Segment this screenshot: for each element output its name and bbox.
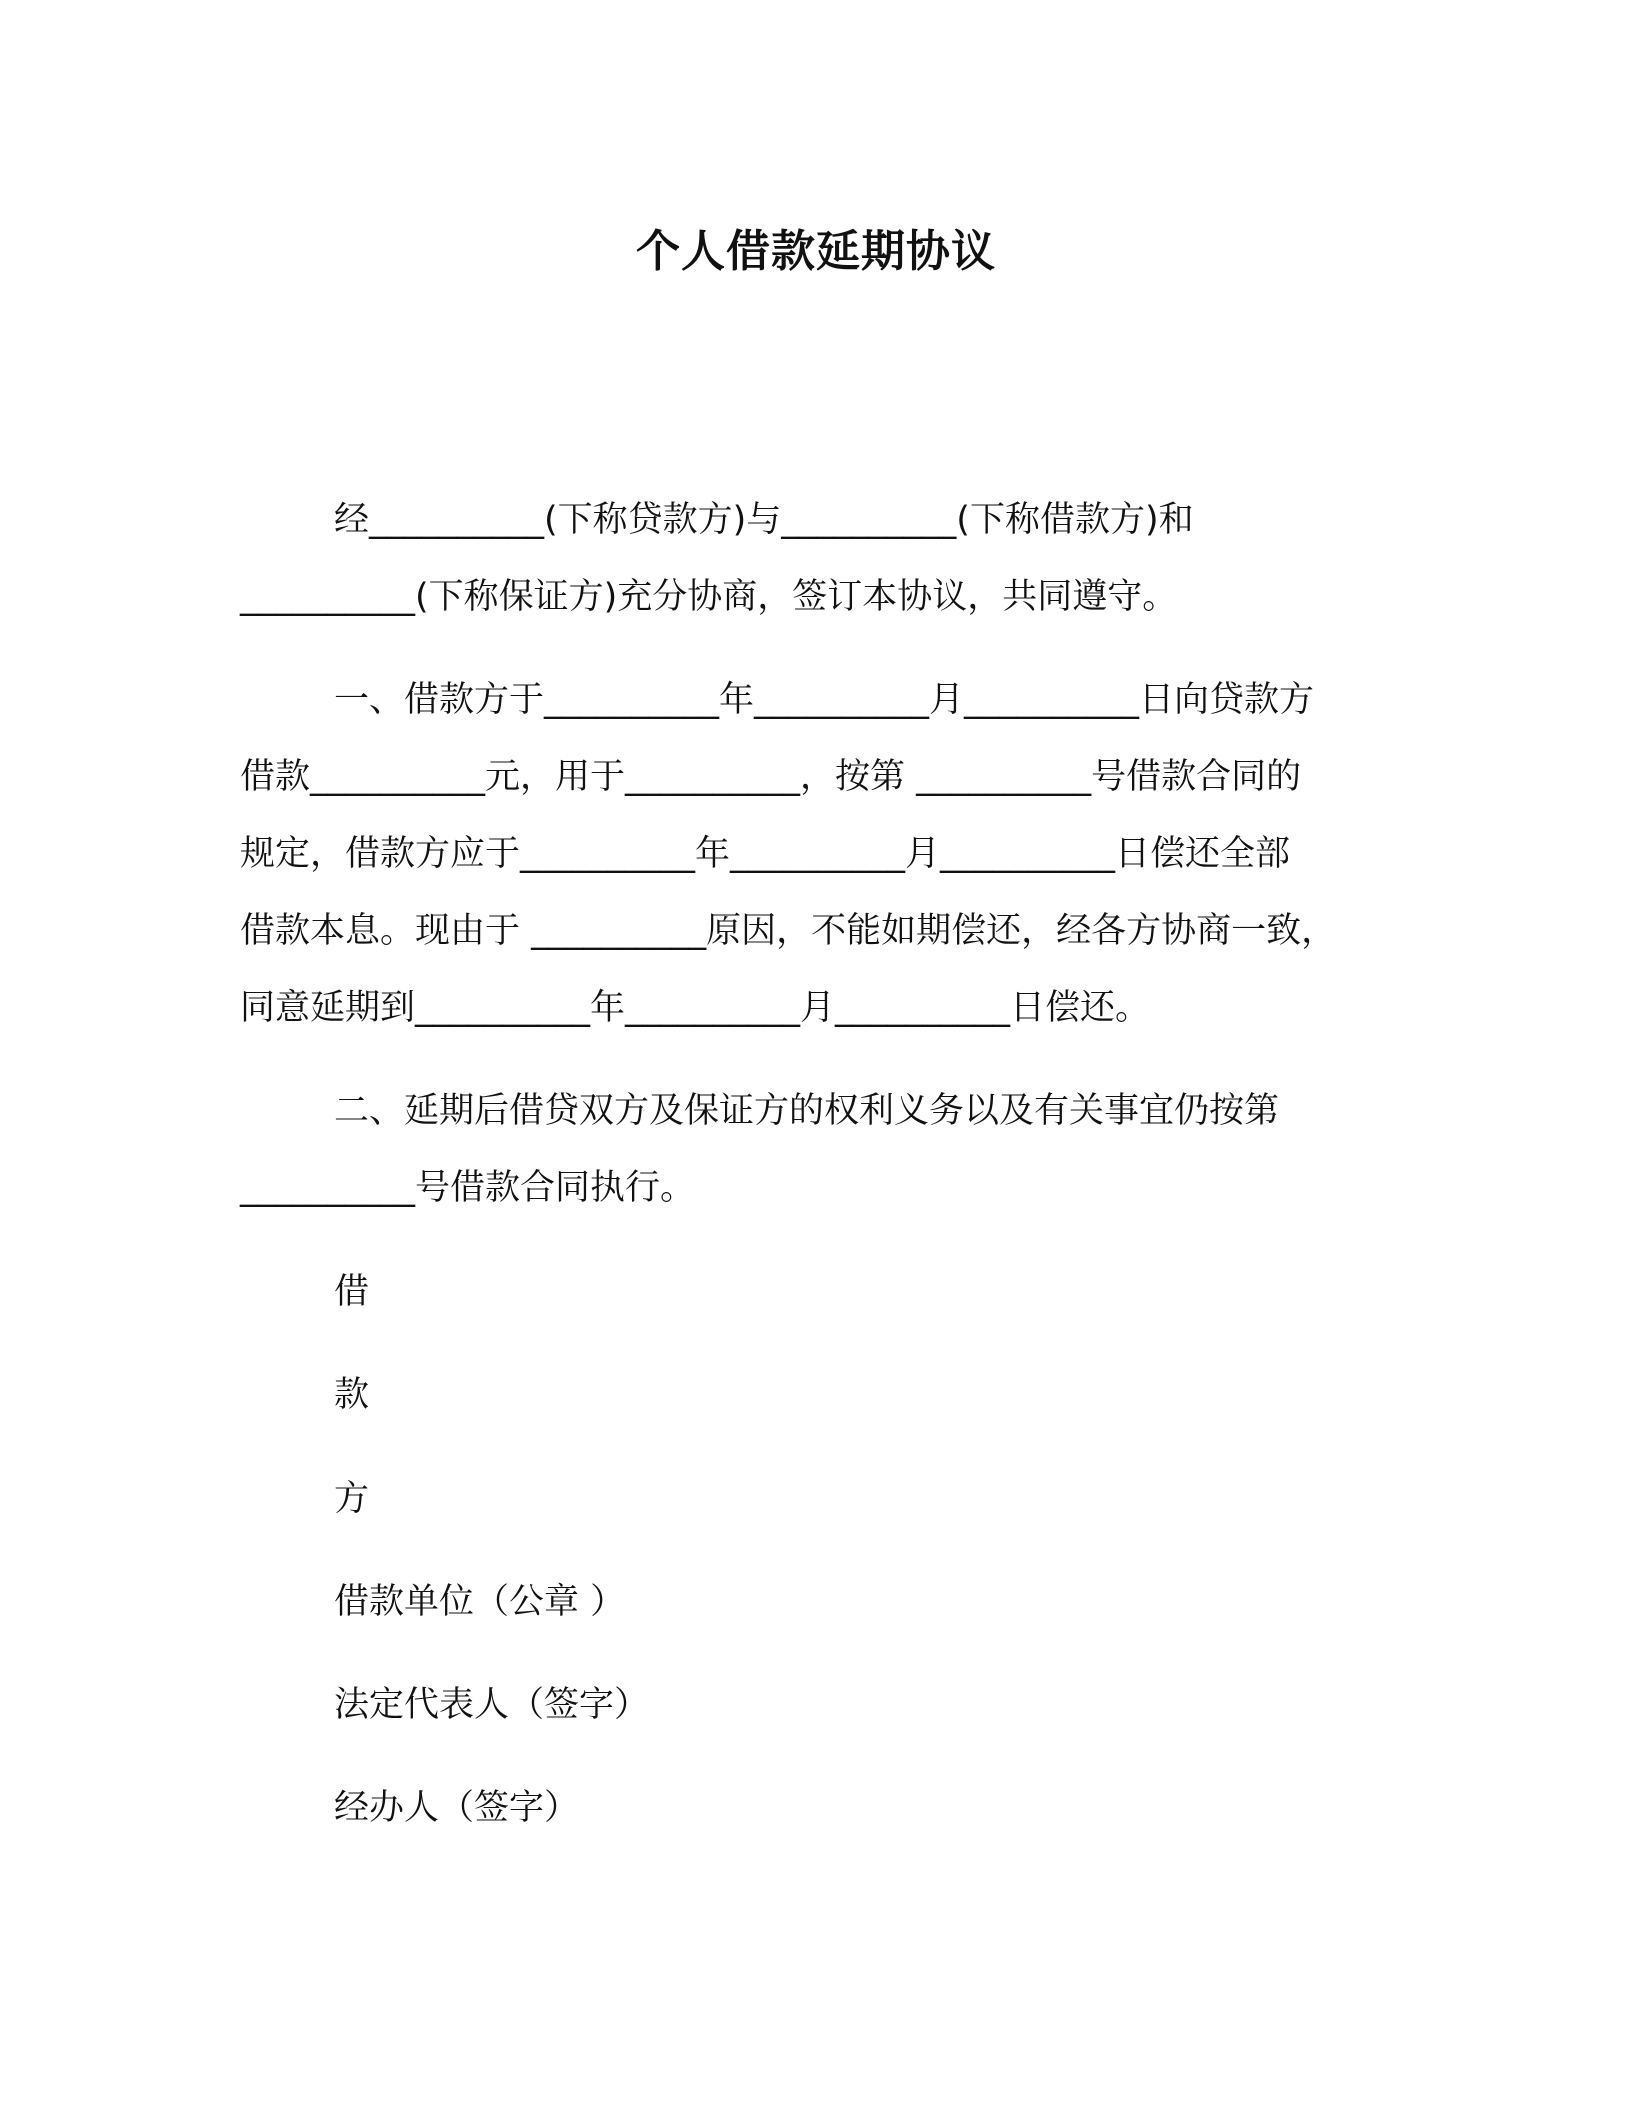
clause1-line-3: 规定，借款方应于__________年__________月__________日偿还全部 <box>240 834 1291 874</box>
signature-handler: 经办人（签字） <box>334 1788 580 1828</box>
clause1-line-2: 借款__________元，用于__________，按第 __________号借款合同的 <box>240 757 1302 797</box>
signature-party-char-2: 款 <box>334 1375 370 1415</box>
clause1-line-4: 借款本息。现由于 __________原因，不能如期偿还，经各方协商一致， <box>240 911 1337 951</box>
clause2-line-1: 二、延期后借贷双方及保证方的权利义务以及有关事宜仍按第 <box>334 1091 1280 1131</box>
signature-party-char-3: 方 <box>334 1479 370 1519</box>
clause2-line-2: __________号借款合同执行。 <box>240 1168 696 1208</box>
signature-legal-rep: 法定代表人（签字） <box>334 1685 650 1725</box>
clause1-line-5: 同意延期到__________年__________月__________日偿还。 <box>240 988 1151 1028</box>
clause1-line-1: 一、借款方于__________年__________月__________日向贷款方 <box>334 680 1315 720</box>
intro-line-2: __________(下称保证方)充分协商，签订本协议，共同遵守。 <box>240 577 1178 617</box>
intro-line-1: 经__________(下称贷款方)与__________(下称借款方)和 <box>334 500 1194 540</box>
signature-unit-seal: 借款单位（公章 ） <box>334 1582 626 1622</box>
signature-party-char-1: 借 <box>334 1272 370 1312</box>
document-title: 个人借款延期协议 <box>636 226 996 277</box>
